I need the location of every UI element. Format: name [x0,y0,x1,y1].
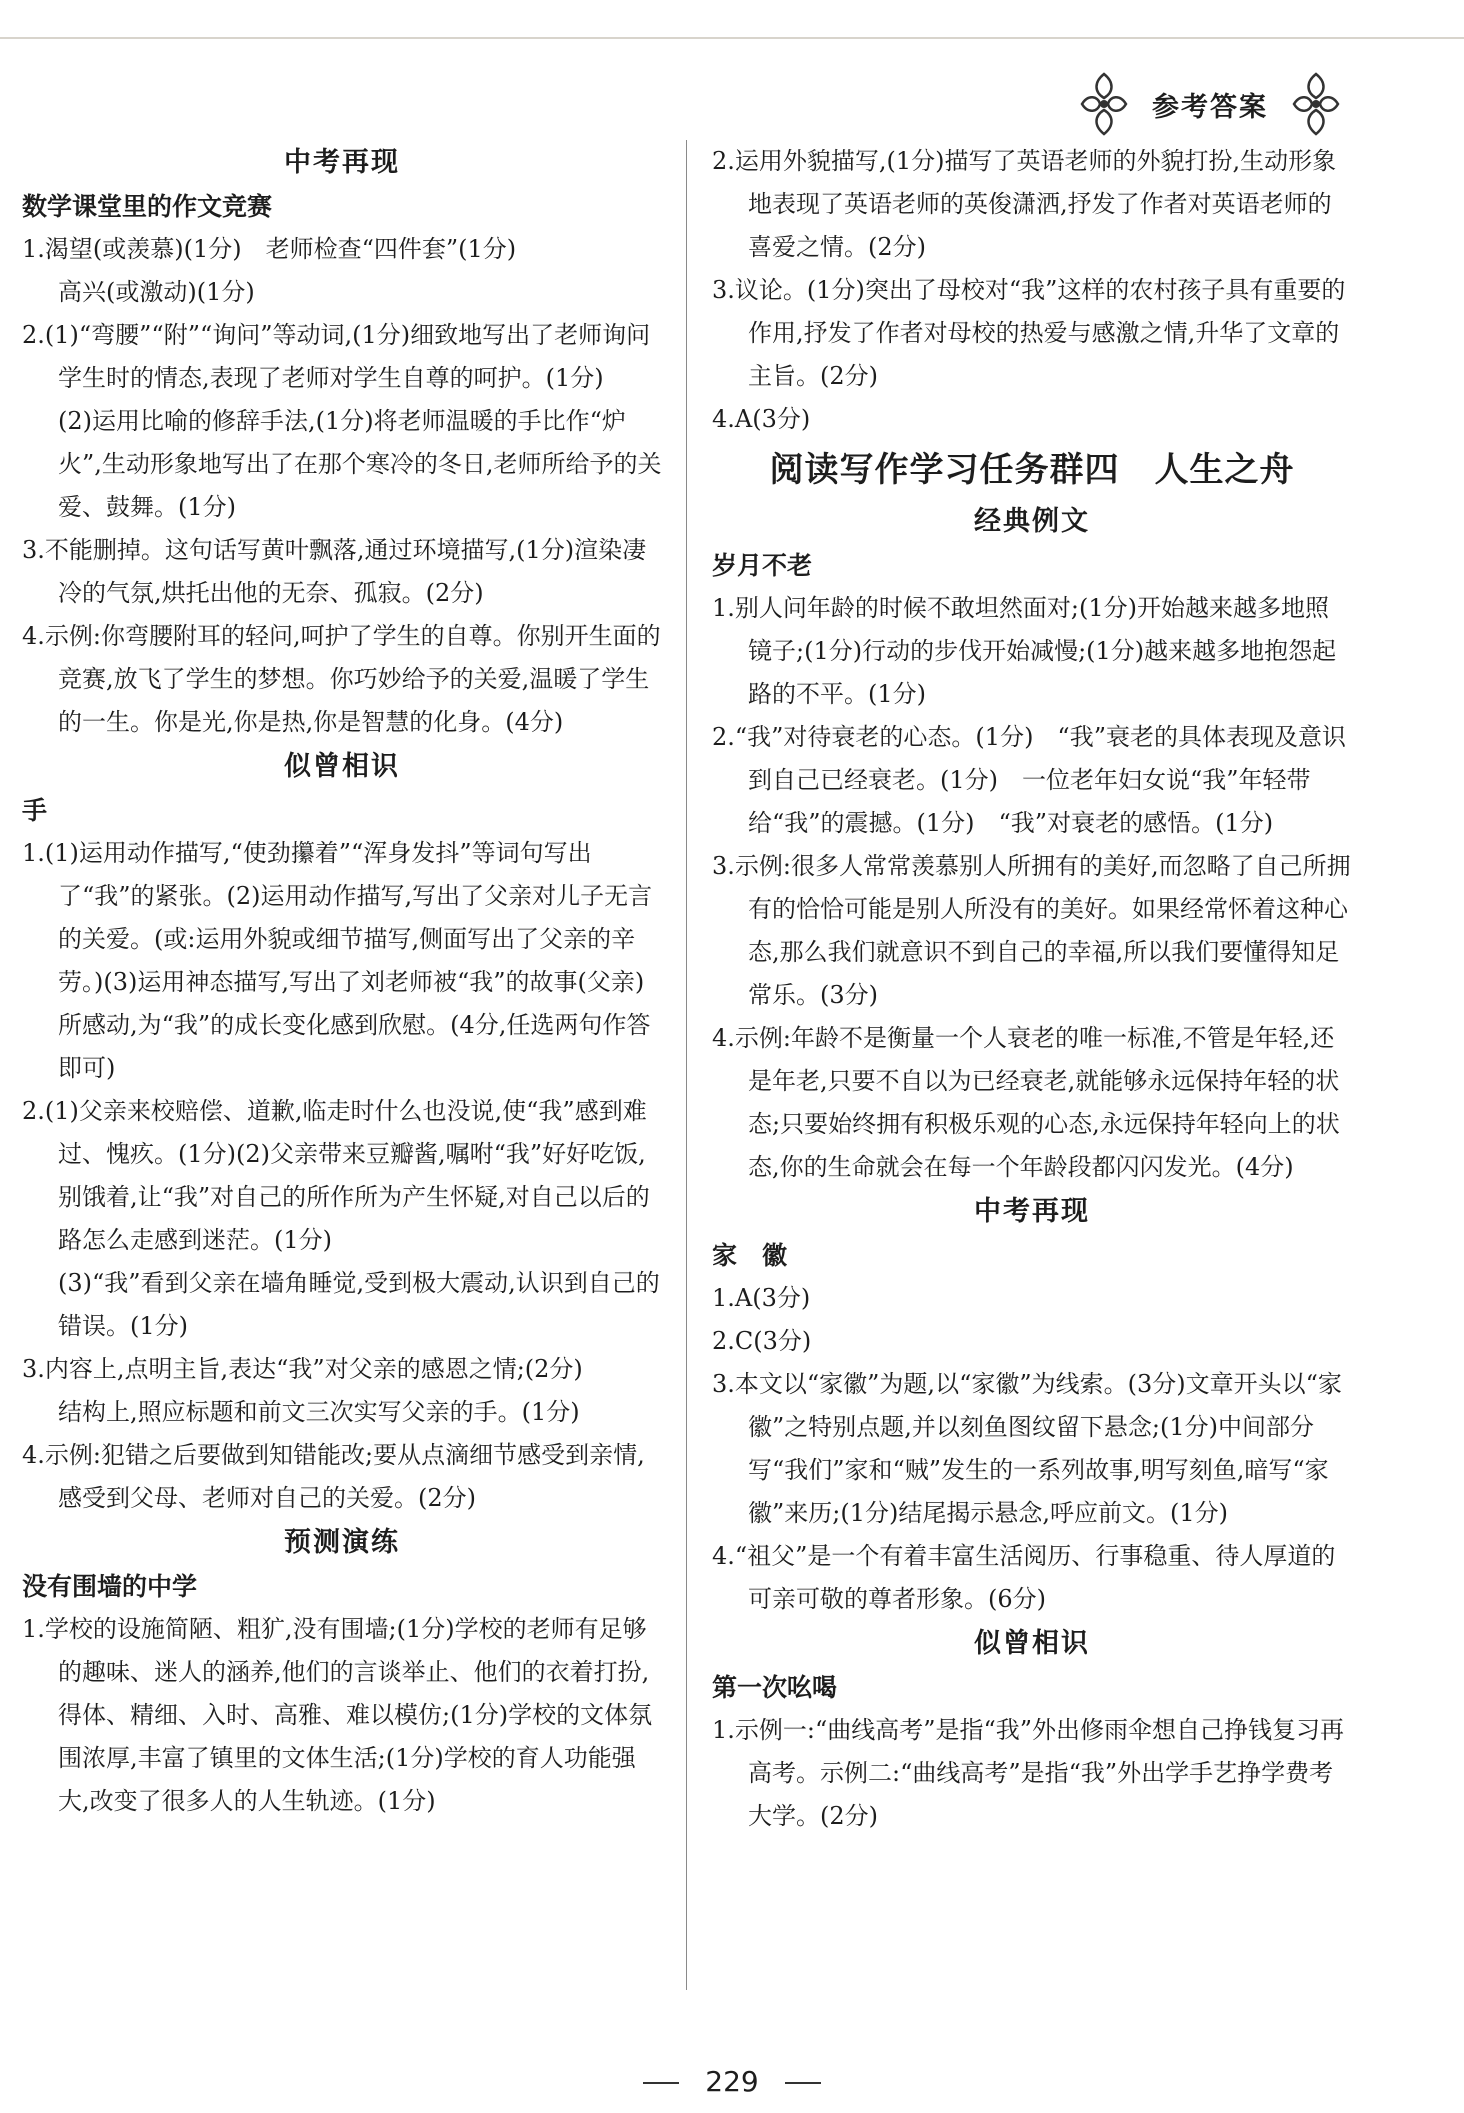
unit-title: 阅读写作学习任务群四 人生之舟 [769,450,1295,490]
answer-item: 2.(1)“弯腰”“附”“询问”等动词,(1分)细致地写出了老师询问学生时的情态,表现了老师对学生自尊的呵护。(1分) [22,321,651,392]
section-title: 中考再现 [284,147,400,178]
answer-item: 4.示例:你弯腰附耳的轻问,呵护了学生的自尊。你别开生面的竞赛,放飞了学生的梦想。你巧妙给予的关爱,温暖了学生的一生。你是光,你是热,你是智慧的化身。(4分) [22,622,661,736]
answer-item: 1.学校的设施简陋、粗犷,没有围墙;(1分)学校的老师有足够的趣味、迷人的涵养,他们的言谈举止、他们的衣着打扮,得体、精细、入时、高雅、难以模仿;(1分)学校的文体氛围浓厚,丰富了镇里的文体生活;(1分)学校的育人功能强大,改变了很多人的人生轨迹。(1分) [22,1615,653,1815]
answer-continuation: 结构上,照应标题和前文三次实写父亲的手。(1分) [58,1398,580,1426]
footer-dash-left [643,2082,679,2084]
answer-item: 2.(1)父亲来校赔偿、道歉,临走时什么也没说,使“我”感到难过、愧疚。(1分)(2)父亲带来豆瓣酱,嘱咐“我”好好吃饭,别饿着,让“我”对自己的所作所为产生怀疑,对自己以后的路怎么走感到迷茫。(1分) [22,1097,650,1254]
answer-item: 3.示例:很多人常常羡慕别人所拥有的美好,而忽略了自己所拥有的恰恰可能是别人所没有的美好。如果经常怀着这种心态,那么我们就意识不到自己的幸福,所以我们要懂得知足常乐。(3分) [712,852,1351,1009]
answer-item: 4.示例:犯错之后要做到知错能改;要从点滴细节感受到亲情,感受到父母、老师对自己的关爱。(2分) [22,1441,645,1512]
article-title: 没有围墙的中学 [22,1572,198,1601]
answer-item: 1.(1)运用动作描写,“使劲攥着”“浑身发抖”等词句写出了“我”的紧张。(2)运用动作描写,写出了父亲对儿子无言的关爱。(或:运用外貌或细节描写,侧面写出了父亲的辛劳。)(3)运用神态描写,写出了刘老师被“我”的故事(父亲)所感动,为“我”的成长变化感到欣慰。(4分,任选两句作答即可) [22,839,653,1082]
ornament-right-icon [1286,68,1346,140]
article-title: 家 徽 [712,1241,788,1270]
page-footer [0,2065,1464,2098]
answer-item: 4.示例:年龄不是衡量一个人衰老的唯一标准,不管是年轻,还是年老,只要不自以为已经衰老,就能够永远保持年轻的状态;只要始终拥有积极乐观的心态,永远保持年轻向上的状态,你的生命就会在每一个年龄段都闪闪发光。(4分) [712,1024,1340,1181]
answer-item: 1.别人问年龄的时候不敢坦然面对;(1分)开始越来越多地照镜子;(1分)行动的步伐开始减慢;(1分)越来越多地抱怨起路的不平。(1分) [712,594,1337,708]
page-number: 229 [705,2065,759,2098]
section-title: 似曾相识 [284,751,400,782]
answer-item: 3.内容上,点明主旨,表达“我”对父亲的感恩之情;(2分) [22,1355,583,1383]
answer-continuation: (2)运用比喻的修辞手法,(1分)将老师温暖的手比作“炉火”,生动形象地写出了在那个寒冷的冬日,老师所给予的关爱、鼓舞。(1分) [58,407,662,521]
article-title: 岁月不老 [712,551,813,580]
article-title: 第一次吆喝 [712,1673,838,1702]
answer-item: 2.运用外貌描写,(1分)描写了英语老师的外貌打扮,生动形象地表现了英语老师的英俊潇洒,抒发了作者对英语老师的喜爱之情。(2分) [712,147,1337,261]
column-divider [686,140,687,1990]
section-title: 中考再现 [974,1196,1090,1227]
page-header [1074,68,1346,140]
answer-item: 4.A(3分) [712,405,811,433]
answer-continuation: (3)“我”看到父亲在墙角睡觉,受到极大震动,认识到自己的错误。(1分) [58,1269,660,1340]
section-title: 经典例文 [974,506,1090,537]
top-rule [0,37,1464,39]
answer-continuation: 高兴(或激动)(1分) [58,278,255,306]
answer-item: 1.示例一:“曲线高考”是指“我”外出修雨伞想自己挣钱复习再高考。示例二:“曲线高考”是指“我”外出学手艺挣学费考大学。(2分) [712,1716,1345,1830]
right-column [712,140,1352,1838]
answer-item: 1.A(3分) [712,1284,811,1312]
header-title: 参考答案 [1152,91,1268,123]
answer-item: 1.渴望(或羡慕)(1分) 老师检查“四件套”(1分) [22,235,517,263]
article-title: 手 [22,796,48,825]
section-title: 预测演练 [284,1527,400,1558]
answer-item: 3.不能删掉。这句话写黄叶飘落,通过环境描写,(1分)渲染凄冷的气氛,烘托出他的无奈、孤寂。(2分) [22,536,647,607]
ornament-left-icon [1074,68,1134,140]
article-title: 数学课堂里的作文竞赛 [22,192,273,221]
section-title: 似曾相识 [974,1628,1090,1659]
answer-item: 4.“祖父”是一个有着丰富生活阅历、行事稳重、待人厚道的可亲可敬的尊者形象。(6分) [712,1542,1336,1613]
answer-item: 3.议论。(1分)突出了母校对“我”这样的农村孩子具有重要的作用,抒发了作者对母校的热爱与感激之情,升华了文章的主旨。(2分) [712,276,1346,390]
answer-item: 2.“我”对待衰老的心态。(1分) “我”衰老的具体表现及意识到自己已经衰老。(1分) 一位老年妇女说“我”年轻带给“我”的震撼。(1分) “我”对衰老的感悟。(1分) [712,723,1346,837]
answer-item: 3.本文以“家徽”为题,以“家徽”为线索。(3分)文章开头以“家徽”之特别点题,并以刻鱼图纹留下悬念;(1分)中间部分写“我们”家和“贼”发生的一系列故事,明写刻鱼,暗写“家徽”来历;(1分)结尾揭示悬念,呼应前文。(1分) [712,1370,1342,1527]
footer-dash-right [785,2082,821,2084]
answer-item: 2.C(3分) [712,1327,812,1355]
left-column [22,140,662,1823]
